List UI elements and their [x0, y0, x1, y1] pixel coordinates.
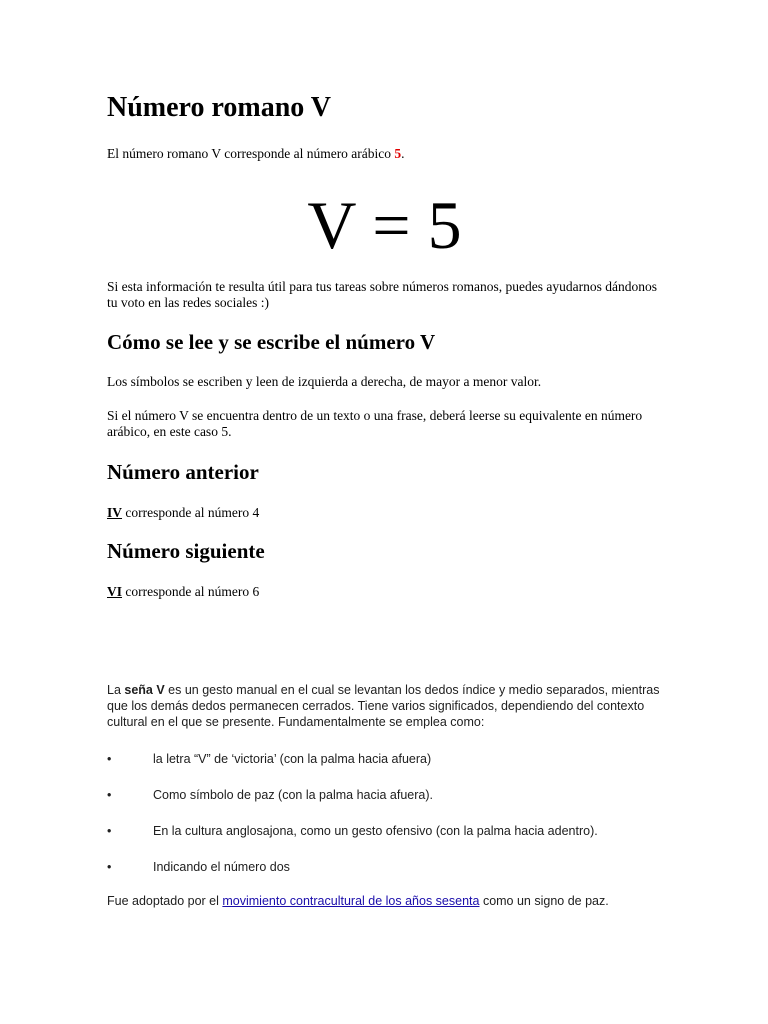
list-item-text: Como símbolo de paz (con la palma hacia afuera).: [153, 788, 434, 802]
list-item-text: En la cultura anglosajona, como un gesto ofensivo (con la palma hacia adentro).: [153, 824, 598, 838]
equation-display: V = 5: [307, 187, 462, 263]
intro-value: 5: [394, 146, 402, 161]
previous-text: corresponde al número 4: [122, 505, 260, 520]
next-roman: VI: [107, 584, 123, 599]
bullet-icon: •: [107, 752, 112, 766]
next-heading: Número siguiente: [107, 539, 265, 563]
share-note: Si esta información te resulta útil para tus tareas sobre números romanos, puedes ayudarnos dándonos tu voto en las redes sociales :): [107, 279, 657, 310]
page-title: Número romano V: [107, 92, 331, 123]
closing-text-end: como un signo de paz.: [479, 894, 609, 908]
counterculture-link[interactable]: movimiento contracultural de los años sesenta: [222, 894, 480, 908]
list-item-text: la letra “V” de ‘victoria’ (con la palma hacia afuera): [153, 752, 432, 766]
intro-period: .: [401, 146, 405, 161]
list-item-text: Indicando el número dos: [153, 860, 290, 874]
intro-paragraph: [107, 146, 662, 162]
bullet-icon: •: [107, 824, 112, 838]
previous-roman: IV: [107, 505, 123, 520]
closing-text: Fue adoptado por el: [107, 894, 223, 908]
how-paragraph-1: Los símbolos se escriben y leen de izquierda a derecha, de mayor a menor valor.: [107, 374, 542, 389]
next-paragraph: [107, 584, 662, 600]
bullet-icon: •: [107, 860, 112, 874]
previous-paragraph: [107, 505, 662, 521]
sign-bold-term: seña V: [124, 683, 165, 697]
how-paragraph-2: Si el número V se encuentra dentro de un texto o una frase, deberá leerse su equivalente en número arábico, en este caso 5.: [107, 408, 643, 439]
sign-rest: es un gesto manual en el cual se levantan los dedos índice y medio separados, mientras que los demás dedos permanecen cerrados. Tiene varios significados, dependiendo del contexto cultural en el que se presente. Fundamentalmente se emplea como:: [107, 683, 660, 729]
bullet-icon: •: [107, 788, 112, 802]
next-text: corresponde al número 6: [122, 584, 260, 599]
previous-heading: Número anterior: [107, 460, 259, 484]
sign-paragraph: [107, 682, 667, 730]
sign-lead: La: [107, 683, 125, 697]
how-heading: Cómo se lee y se escribe el número V: [107, 330, 436, 354]
intro-text: El número romano V corresponde al número arábico: [107, 146, 395, 161]
closing-paragraph: [107, 893, 667, 909]
